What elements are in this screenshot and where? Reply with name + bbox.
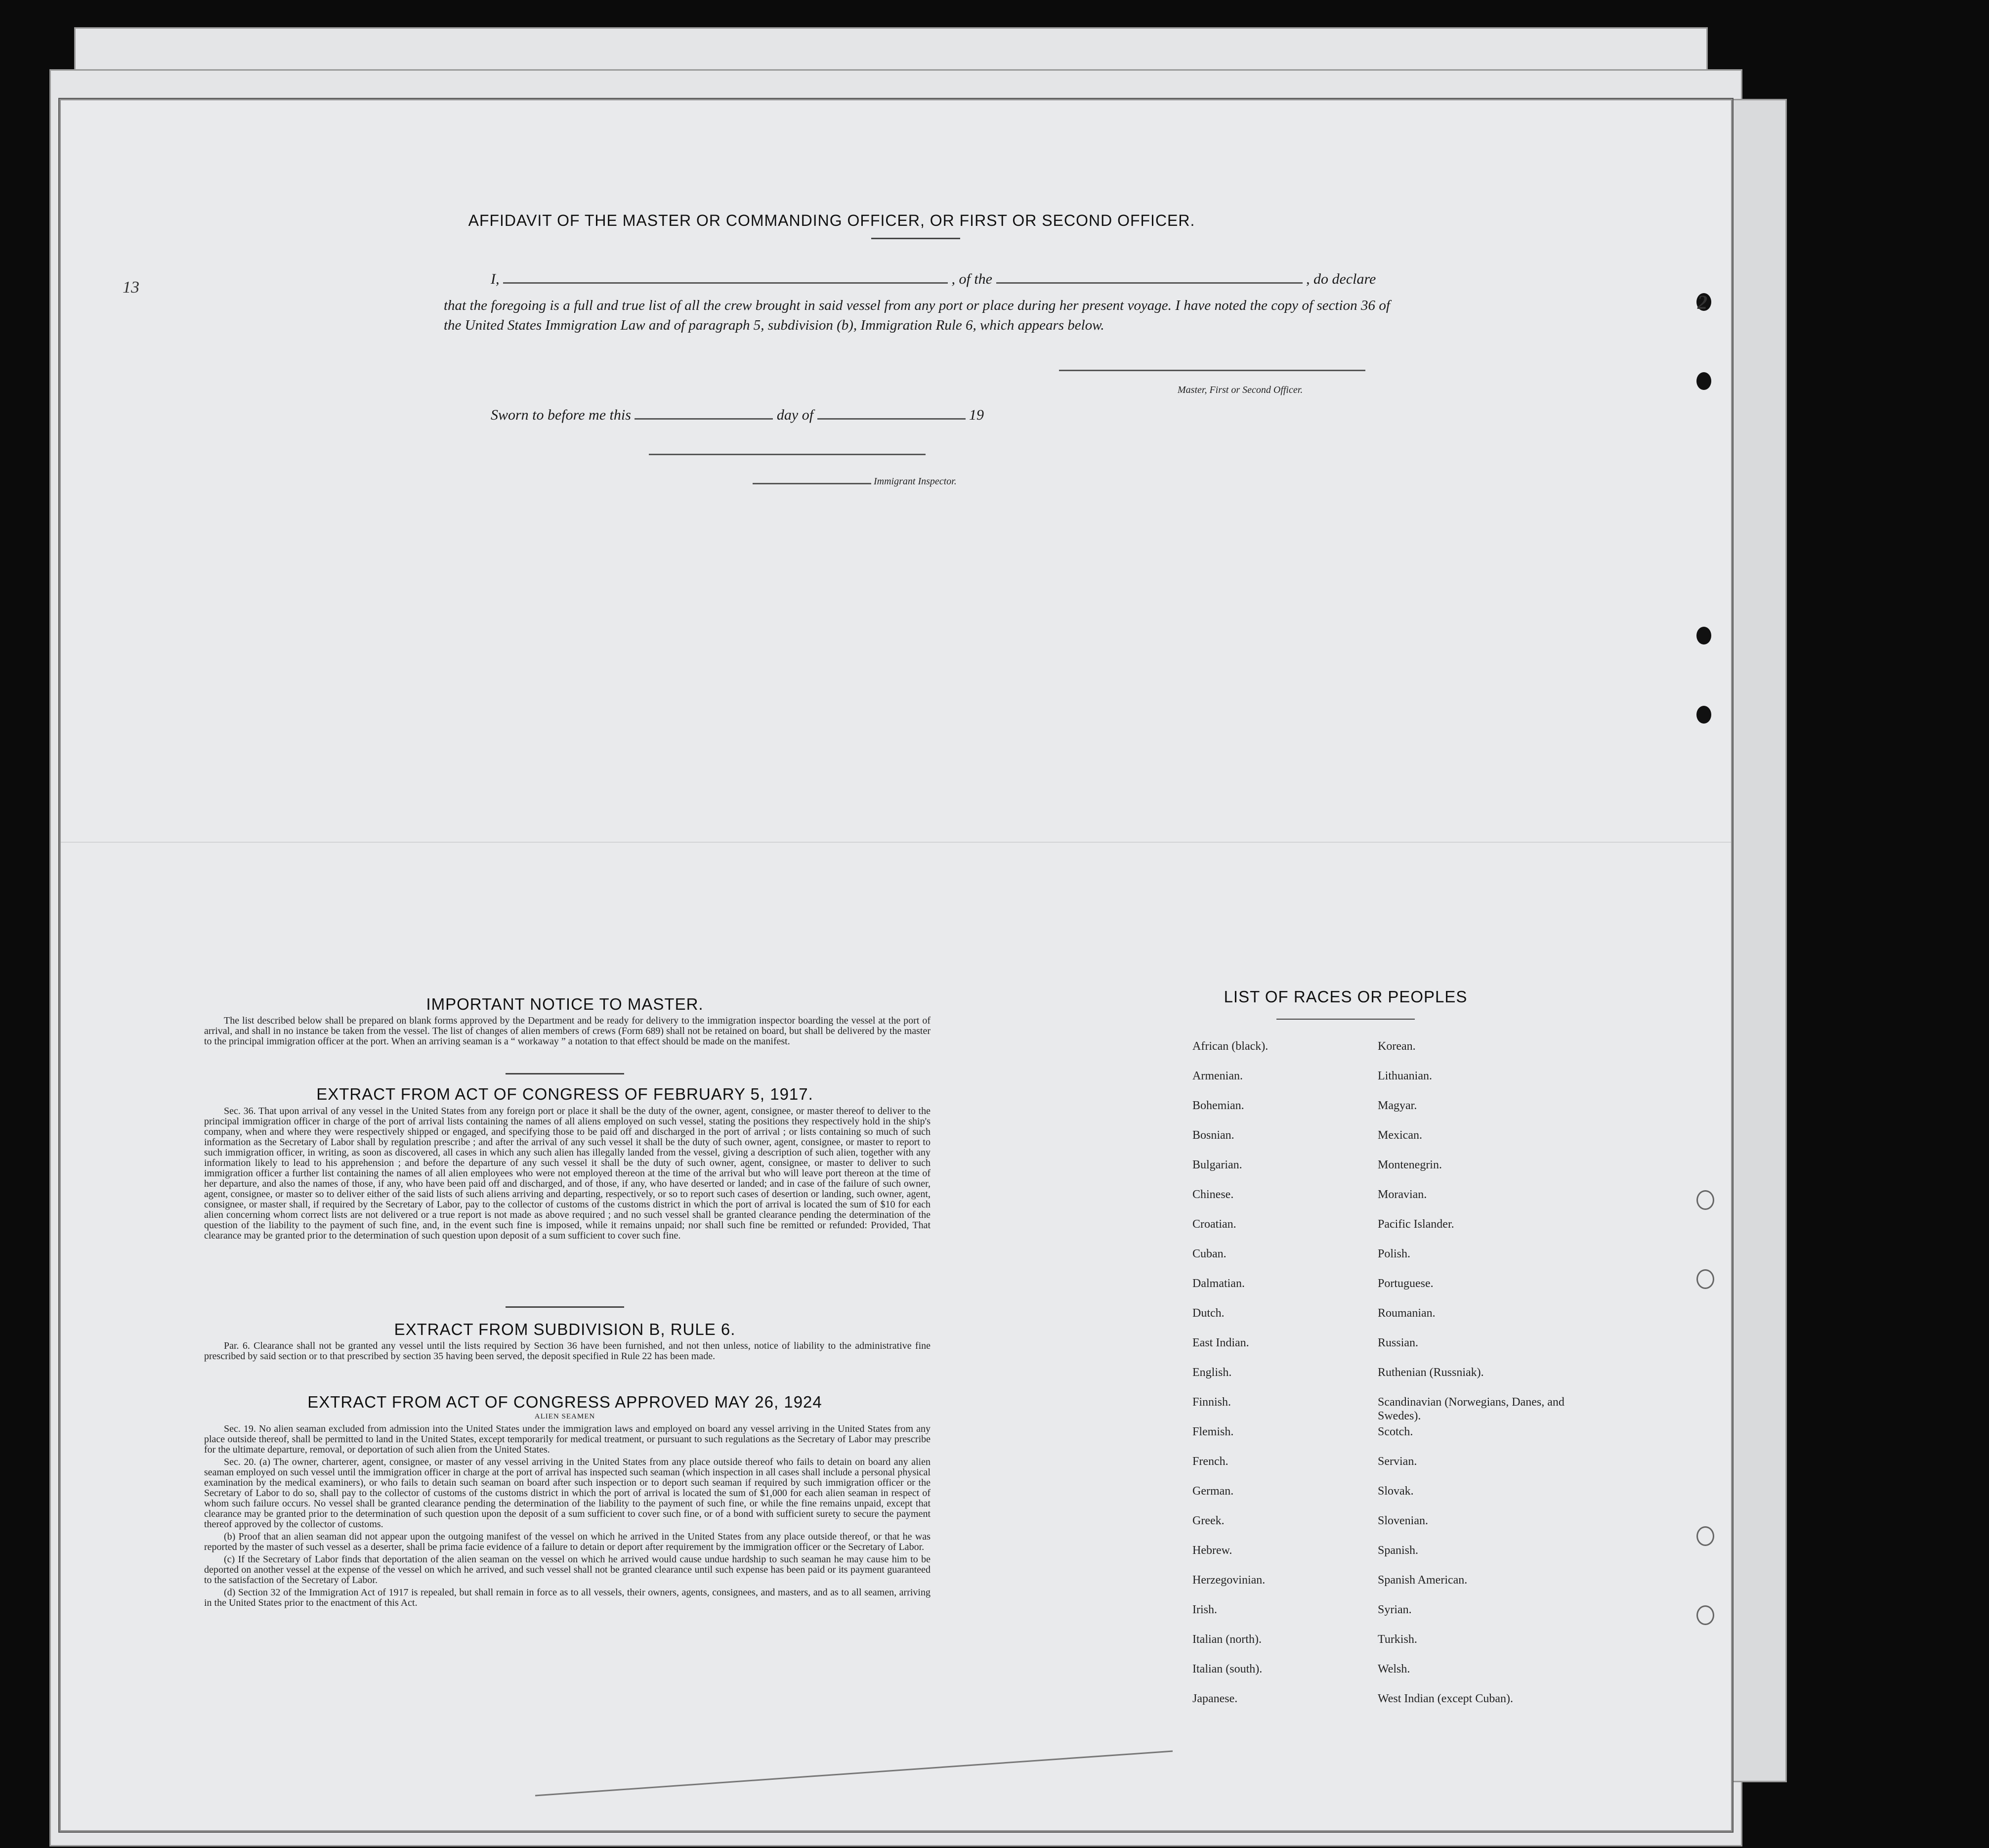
race-item: Montenegrin.	[1378, 1159, 1442, 1171]
binder-hole-ring	[1696, 1605, 1714, 1625]
inspector-signature-field[interactable]	[649, 454, 926, 455]
race-item: French.	[1192, 1455, 1228, 1468]
race-item: Greek.	[1192, 1514, 1225, 1527]
race-item: Herzegovinian.	[1192, 1574, 1266, 1587]
fold-line	[61, 842, 1731, 843]
sworn-day-field[interactable]	[635, 418, 773, 420]
race-item: Servian.	[1378, 1455, 1417, 1468]
race-item: Flemish.	[1192, 1425, 1234, 1438]
inspector-signature-label	[753, 476, 957, 487]
extract-rule6-title: EXTRACT FROM SUBDIVISION B, RULE 6.	[394, 1320, 736, 1338]
race-item: Moravian.	[1378, 1188, 1427, 1201]
race-item: Finnish.	[1192, 1396, 1231, 1409]
master-signature-field[interactable]	[1059, 370, 1365, 371]
bottom-curve-line	[535, 1746, 1178, 1805]
left-margin-mark: 13	[123, 278, 139, 297]
sworn-day-of: day of	[776, 407, 814, 423]
race-item: Magyar.	[1378, 1099, 1417, 1112]
extract-1924-subtitle: ALIEN SEAMEN	[534, 1413, 595, 1420]
race-item: Portuguese.	[1378, 1277, 1434, 1290]
race-item: East Indian.	[1192, 1336, 1249, 1349]
extract-1924-paragraph: (b) Proof that an alien seaman did not appear upon the outgoing manifest of the vessel on which he arrived in the United States from any place outside thereof, or that he was reported by the master of such vessel as a deserter, shall be prima facie evidence of a failure to detain or deport after requirement by the immigration officer or the Secretary of Labor.	[204, 1531, 931, 1552]
notice-text: The list described below shall be prepared on blank forms approved by the Department and be ready for delivery to the immigration inspector boarding the vessel at the port of arrival, and shall in no instance be taken from the vessel. The list of changes of alien members of crews (Form 689) shall not be retained on board, but shall be delivered by the master to the principal immigration officer at the port. When an arriving seaman is a “ workaway ” a notation to that effect should be made on the manifest.	[204, 1015, 931, 1047]
race-item: Chinese.	[1192, 1188, 1234, 1201]
race-item: Hebrew.	[1192, 1544, 1232, 1557]
affidavit-vessel-field[interactable]	[996, 282, 1303, 284]
races-title: LIST OF RACES OR PEOPLES	[1224, 988, 1468, 1006]
race-item: Dalmatian.	[1192, 1277, 1245, 1290]
notice-rule	[506, 1073, 624, 1074]
race-item: Russian.	[1378, 1336, 1419, 1349]
race-item: Croatian.	[1192, 1218, 1236, 1231]
extract-1924-paragraph: (d) Section 32 of the Immigration Act of 1917 is repealed, but shall remain in force as to all vessels, their owners, agents, consignees, and masters, and as to all seamen, arriving in the United States prior to the enactment of this Act.	[204, 1587, 931, 1608]
race-item: African (black).	[1192, 1040, 1269, 1053]
race-item: Pacific Islander.	[1378, 1218, 1454, 1231]
race-item: Dutch.	[1192, 1307, 1225, 1320]
affidavit-declaration-line	[491, 271, 1454, 288]
race-item: Polish.	[1378, 1247, 1411, 1260]
race-item: Ruthenian (Russniak).	[1378, 1366, 1484, 1379]
race-item: Italian (south).	[1192, 1663, 1263, 1676]
race-item: Scotch.	[1378, 1425, 1413, 1438]
extract-1924-title: EXTRACT FROM ACT OF CONGRESS APPROVED MAY 26, 1924	[307, 1393, 822, 1411]
extract-1917-text: Sec. 36. That upon arrival of any vessel in the United States from any foreign port or place it shall be the duty of the owner, agent, consignee, or master thereof to deliver to the principal immigration officer in charge of the port of arrival lists containing the names of all aliens employed on such vessel, stating the positions they respectively hold in the ship's company, when and where they were respectively shipped or engaged, and specifying those to be paid off and discharged in the port of arrival ; or lists containing so much of such information as the Secretary of Labor shall by regulation prescribe ; and after the arrival of any such vessel it shall be the duty of such owner, agent, consignee, or master to report to such immigration officer, in writing, as soon as discovered, all cases in which any such alien has illegally landed from the vessel, giving a description of such alien, together with any information likely to lead to his apprehension ; and before the departure of any such vessel it shall be the duty of such owner, agent, consignee, or master to deliver to such immigration officer a further list containing the names of all alien employees who were not employed thereon at the time of the arrival but who will leave port thereon at the time of her departure, and also the names of those, if any, who have been paid off and discharged, and of those, if any, who have deserted or landed; and in case of the failure of such owner, agent, consignee, or master so to deliver either of the said lists of such aliens arriving and departing, respectively, or so to report such cases of desertion or landing, such owner, agent, consignee, or master shall, if required by the Secretary of Labor, pay to the collector of customs of the customs district in which the port of arrival is located the sum of $10 for each alien concerning whom correct lists are not delivered or a true report is not made as above required ; and no such vessel shall be granted clearance pending the determination of the question of the liability to the payment of such fine, and, in the event such fine is imposed, while it remains unpaid; nor shall such fine be remitted or refunded: Provided, That clearance may be granted prior to the determination of such question upon deposit of a sum sufficient to cover such fine.	[204, 1106, 931, 1241]
notice-title: IMPORTANT NOTICE TO MASTER.	[426, 995, 704, 1013]
race-item: Irish.	[1192, 1603, 1217, 1616]
sworn-line	[491, 407, 1084, 424]
document-page	[59, 99, 1733, 1832]
extract-1917-title: EXTRACT FROM ACT OF CONGRESS OF FEBRUARY 5, 1917.	[316, 1085, 813, 1103]
extract-1917-rule	[506, 1306, 624, 1308]
affidavit-do-declare-label: , do declare	[1306, 271, 1376, 287]
binder-hole	[1696, 372, 1711, 390]
inspector-name-field[interactable]	[753, 483, 871, 484]
extract-1924-paragraph: Sec. 19. No alien seaman excluded from admission into the United States under the immigration laws and employed on board any vessel arriving in the United States from any place outside thereof, shall be permitted to land in the United States, except temporarily for medical treatment, or pursuant to such regulations as the Secretary of Labor may prescribe for the ultimate departure, removal, or deportation of such alien from the United States.	[204, 1423, 931, 1455]
affidavit-of-the-label: , of the	[951, 271, 992, 287]
race-item: Scandinavian (Norwegians, Danes, and Swedes).	[1378, 1396, 1565, 1422]
races-title-rule	[1276, 1019, 1415, 1020]
race-item: Japanese.	[1192, 1692, 1238, 1705]
races-left-column	[1192, 1039, 1370, 1721]
race-item: Italian (north).	[1192, 1633, 1262, 1646]
affidavit-title: AFFIDAVIT OF THE MASTER OR COMMANDING OFFICER, OR FIRST OR SECOND OFFICER.	[468, 212, 1195, 229]
race-item: Cuban.	[1192, 1247, 1227, 1260]
race-item: Bohemian.	[1192, 1099, 1244, 1112]
extract-1924-paragraph: Sec. 20. (a) The owner, charterer, agent, consignee, or master of any vessel arriving in the United States from any place outside thereof who fails to detain on board any alien seaman employed on such vessel until the immigration officer in charge at the port of arrival has inspected such seaman (which inspection in all cases shall include a personal physical examination by the medical examiners), or who fails to detain such seaman on board after such inspection or to deport such seaman if required by such immigration officer or the Secretary of Labor to do so, shall pay to the collector of customs of the customs district in which the port of arrival is located the sum of $1,000 for each alien seaman in respect of whom such failure occurs. No vessel shall be granted clearance pending the determination of the liability to the payment of such fine, or while the fine remains unpaid, except that clearance may be granted prior to the determination of such question upon the deposit of a sum sufficient to cover such fine, or of a bond with sufficient surety to secure the payment thereof approved by the collector of customs.	[204, 1457, 931, 1530]
sworn-prefix: Sworn to before me this	[491, 407, 631, 423]
affidavit-title-rule	[871, 238, 960, 239]
race-item: Spanish.	[1378, 1544, 1419, 1557]
race-item: Spanish American.	[1378, 1574, 1468, 1587]
extract-1924-body	[204, 1424, 931, 1610]
binder-hole-ring	[1696, 1190, 1714, 1210]
race-item: Turkish.	[1378, 1633, 1417, 1646]
master-signature-label: Master, First or Second Officer.	[1178, 385, 1303, 395]
affidavit-statement: that the foregoing is a full and true list of all the crew brought in said vessel from any port or place during her present voyage. I have noted the copy of section 36 of the United States Immigration Law and of paragraph 5, subdivision (b), Immigration Rule 6, which appears below.	[444, 298, 1390, 333]
affidavit-i-label: I,	[491, 271, 500, 287]
race-item: Syrian.	[1378, 1603, 1412, 1616]
right-margin-mark: 2	[1697, 291, 1707, 313]
race-item: Slovak.	[1378, 1485, 1414, 1498]
race-item: Welsh.	[1378, 1663, 1410, 1676]
race-item: Bosnian.	[1192, 1129, 1234, 1142]
race-item: West Indian (except Cuban).	[1378, 1692, 1513, 1705]
binder-hole	[1696, 706, 1711, 724]
race-item: Roumanian.	[1378, 1307, 1436, 1320]
race-item: Bulgarian.	[1192, 1159, 1242, 1171]
race-item: Mexican.	[1378, 1129, 1422, 1142]
race-item: Korean.	[1378, 1040, 1416, 1053]
extract-1924-paragraph: (c) If the Secretary of Labor finds that deportation of the alien seaman on the vessel on which he arrived would cause undue hardship to such seaman he may cause him to be deported on another vessel at the expense of the vessel on which he arrived, and such vessel shall not be granted clearance until such expense has been paid or its payment guaranteed to the satisfaction of the Secretary of Labor.	[204, 1554, 931, 1586]
sworn-year: 19	[969, 407, 984, 423]
race-item: English.	[1192, 1366, 1232, 1379]
races-right-column	[1378, 1039, 1585, 1721]
binder-hole	[1696, 627, 1711, 645]
race-item: Slovenian.	[1378, 1514, 1428, 1527]
sworn-month-field[interactable]	[817, 418, 966, 420]
inspector-label: Immigrant Inspector.	[874, 476, 957, 487]
affidavit-name-field[interactable]	[503, 282, 948, 284]
race-item: German.	[1192, 1485, 1234, 1498]
race-item: Armenian.	[1192, 1070, 1243, 1082]
race-item: Lithuanian.	[1378, 1070, 1432, 1082]
extract-rule6-text: Par. 6. Clearance shall not be granted any vessel until the lists required by Section 36 have been furnished, and not then unless, notice of liability to the administrative fine prescribed by said section or to that prescribed by section 35 having been served, the deposit specified in Rule 22 has been made.	[204, 1340, 931, 1362]
binder-hole-ring	[1696, 1526, 1714, 1546]
binder-hole-ring	[1696, 1269, 1714, 1289]
